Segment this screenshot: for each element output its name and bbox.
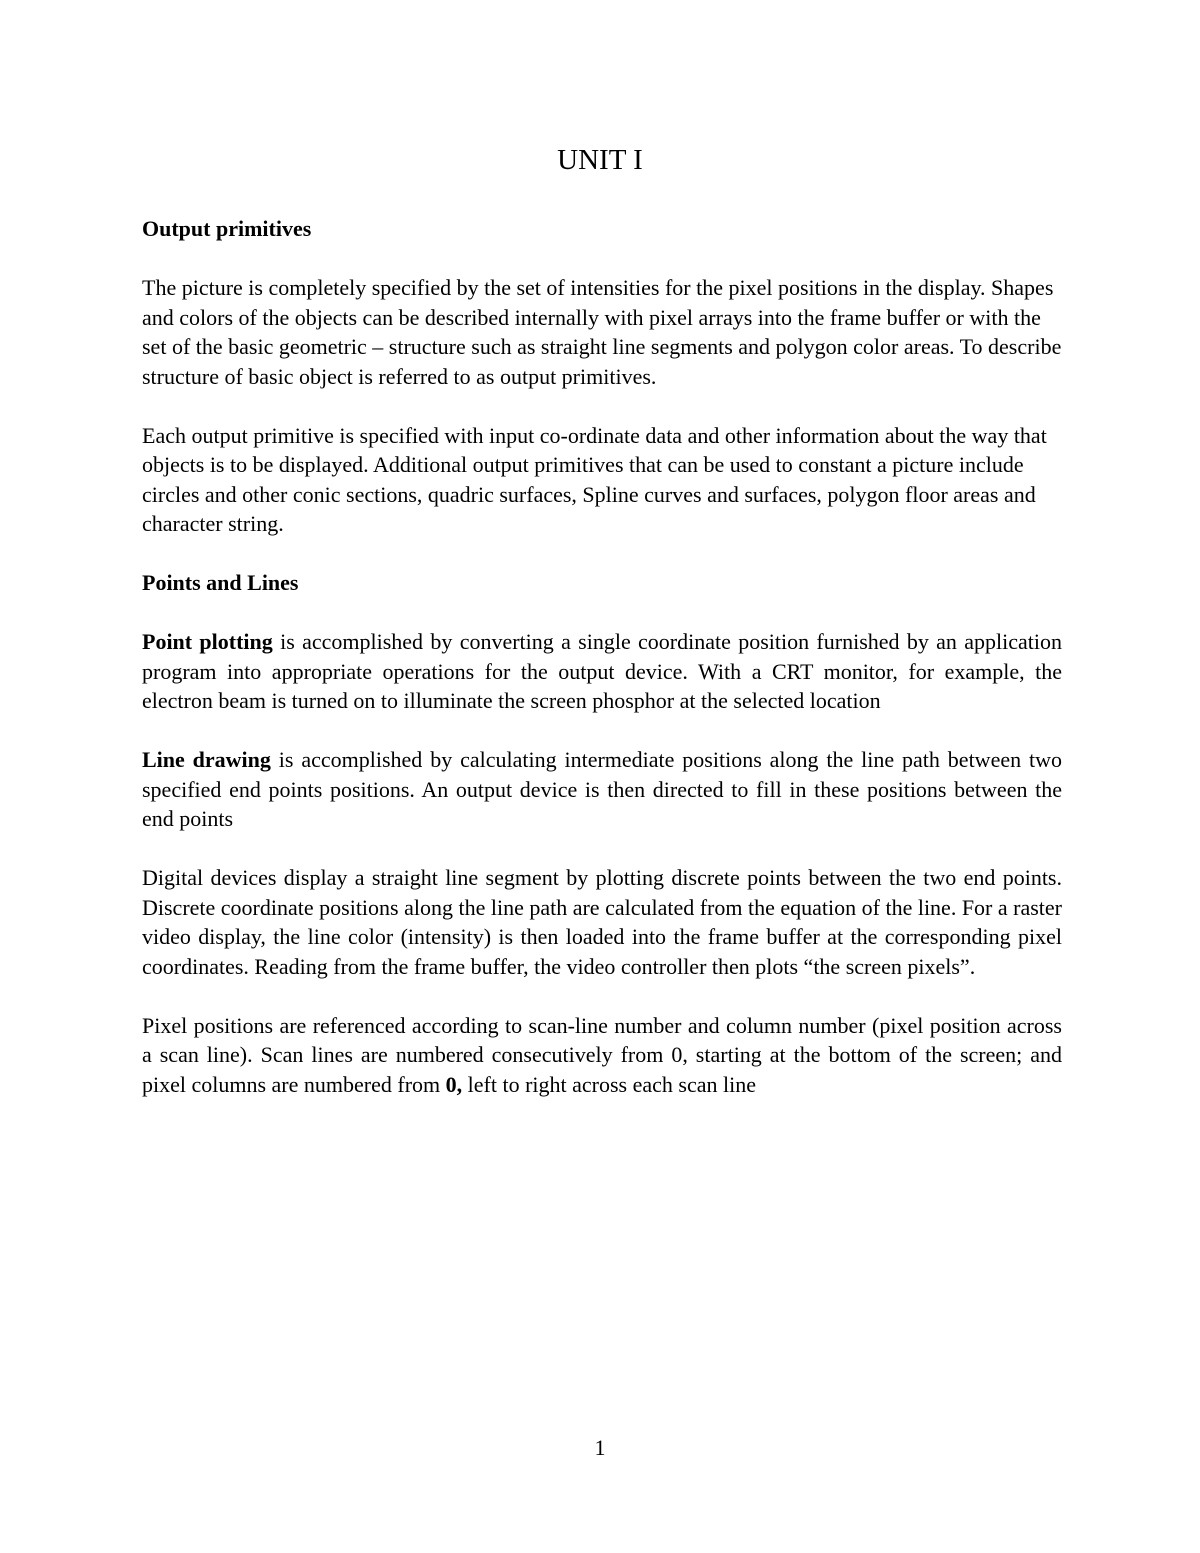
- point-plotting-text: is accomplished by converting a single coordinate position furnished by an application program into appropriate operations for the output device. With a CRT monitor, for example, the electron beam is turned on to illuminate the screen phosphor at the selected location: [142, 629, 1062, 713]
- term-point-plotting: Point plotting: [142, 629, 273, 654]
- document-body: [142, 214, 1062, 1129]
- term-line-drawing: Line drawing: [142, 747, 271, 772]
- paragraph-pixel-positions: [142, 1011, 1062, 1100]
- pixel-positions-bold-zero: 0,: [445, 1071, 463, 1097]
- paragraph-point-plotting: [142, 627, 1062, 716]
- pixel-positions-text-2: left to right across each scan line: [462, 1071, 756, 1097]
- line-drawing-text: is accomplished by calculating intermediate positions along the line path between two specified end points positions. An output device is then directed to fill in these positions between the end points: [142, 747, 1062, 831]
- paragraph-line-drawing: [142, 745, 1062, 834]
- paragraph-output-primitives: The picture is completely specified by the set of intensities for the pixel positions in the display. Shapes and colors of the objects can be described internally with pixel arrays into the frame buffer or with the set of the basic geometric – structure such as straight line segments and polygon color areas. To describe structure of basic object is referred to as output primitives.: [142, 275, 1062, 389]
- page-number: 1: [594, 1435, 606, 1460]
- heading-output-primitives: Output primitives: [142, 216, 312, 241]
- unit-title: UNIT I: [557, 144, 643, 176]
- paragraph-output-primitive-spec: Each output primitive is specified with input co-ordinate data and other information about the way that objects is to be displayed. Additional output primitives that can be used to constant a picture include circles and other conic sections, quadric surfaces, Spline curves and surfaces, polygon floor areas and character string.: [142, 422, 1047, 536]
- heading-points-and-lines: Points and Lines: [142, 570, 299, 595]
- pixel-positions-text-1: Pixel positions are referenced according to scan-line number and column number (pixel position across a scan line). Scan lines are numbered consecutively from 0, starting at the bottom of the screen; and pixel columns are numbered from: [142, 1012, 1062, 1097]
- paragraph-digital-devices: Digital devices display a straight line segment by plotting discrete points between the two end points. Discrete coordinate positions along the line path are calculated from the equation of the line. For a raster video display, the line color (intensity) is then loaded into the frame buffer at the corresponding pixel coordinates. Reading from the frame buffer, the video controller then plots “the screen pixels”.: [142, 865, 1063, 979]
